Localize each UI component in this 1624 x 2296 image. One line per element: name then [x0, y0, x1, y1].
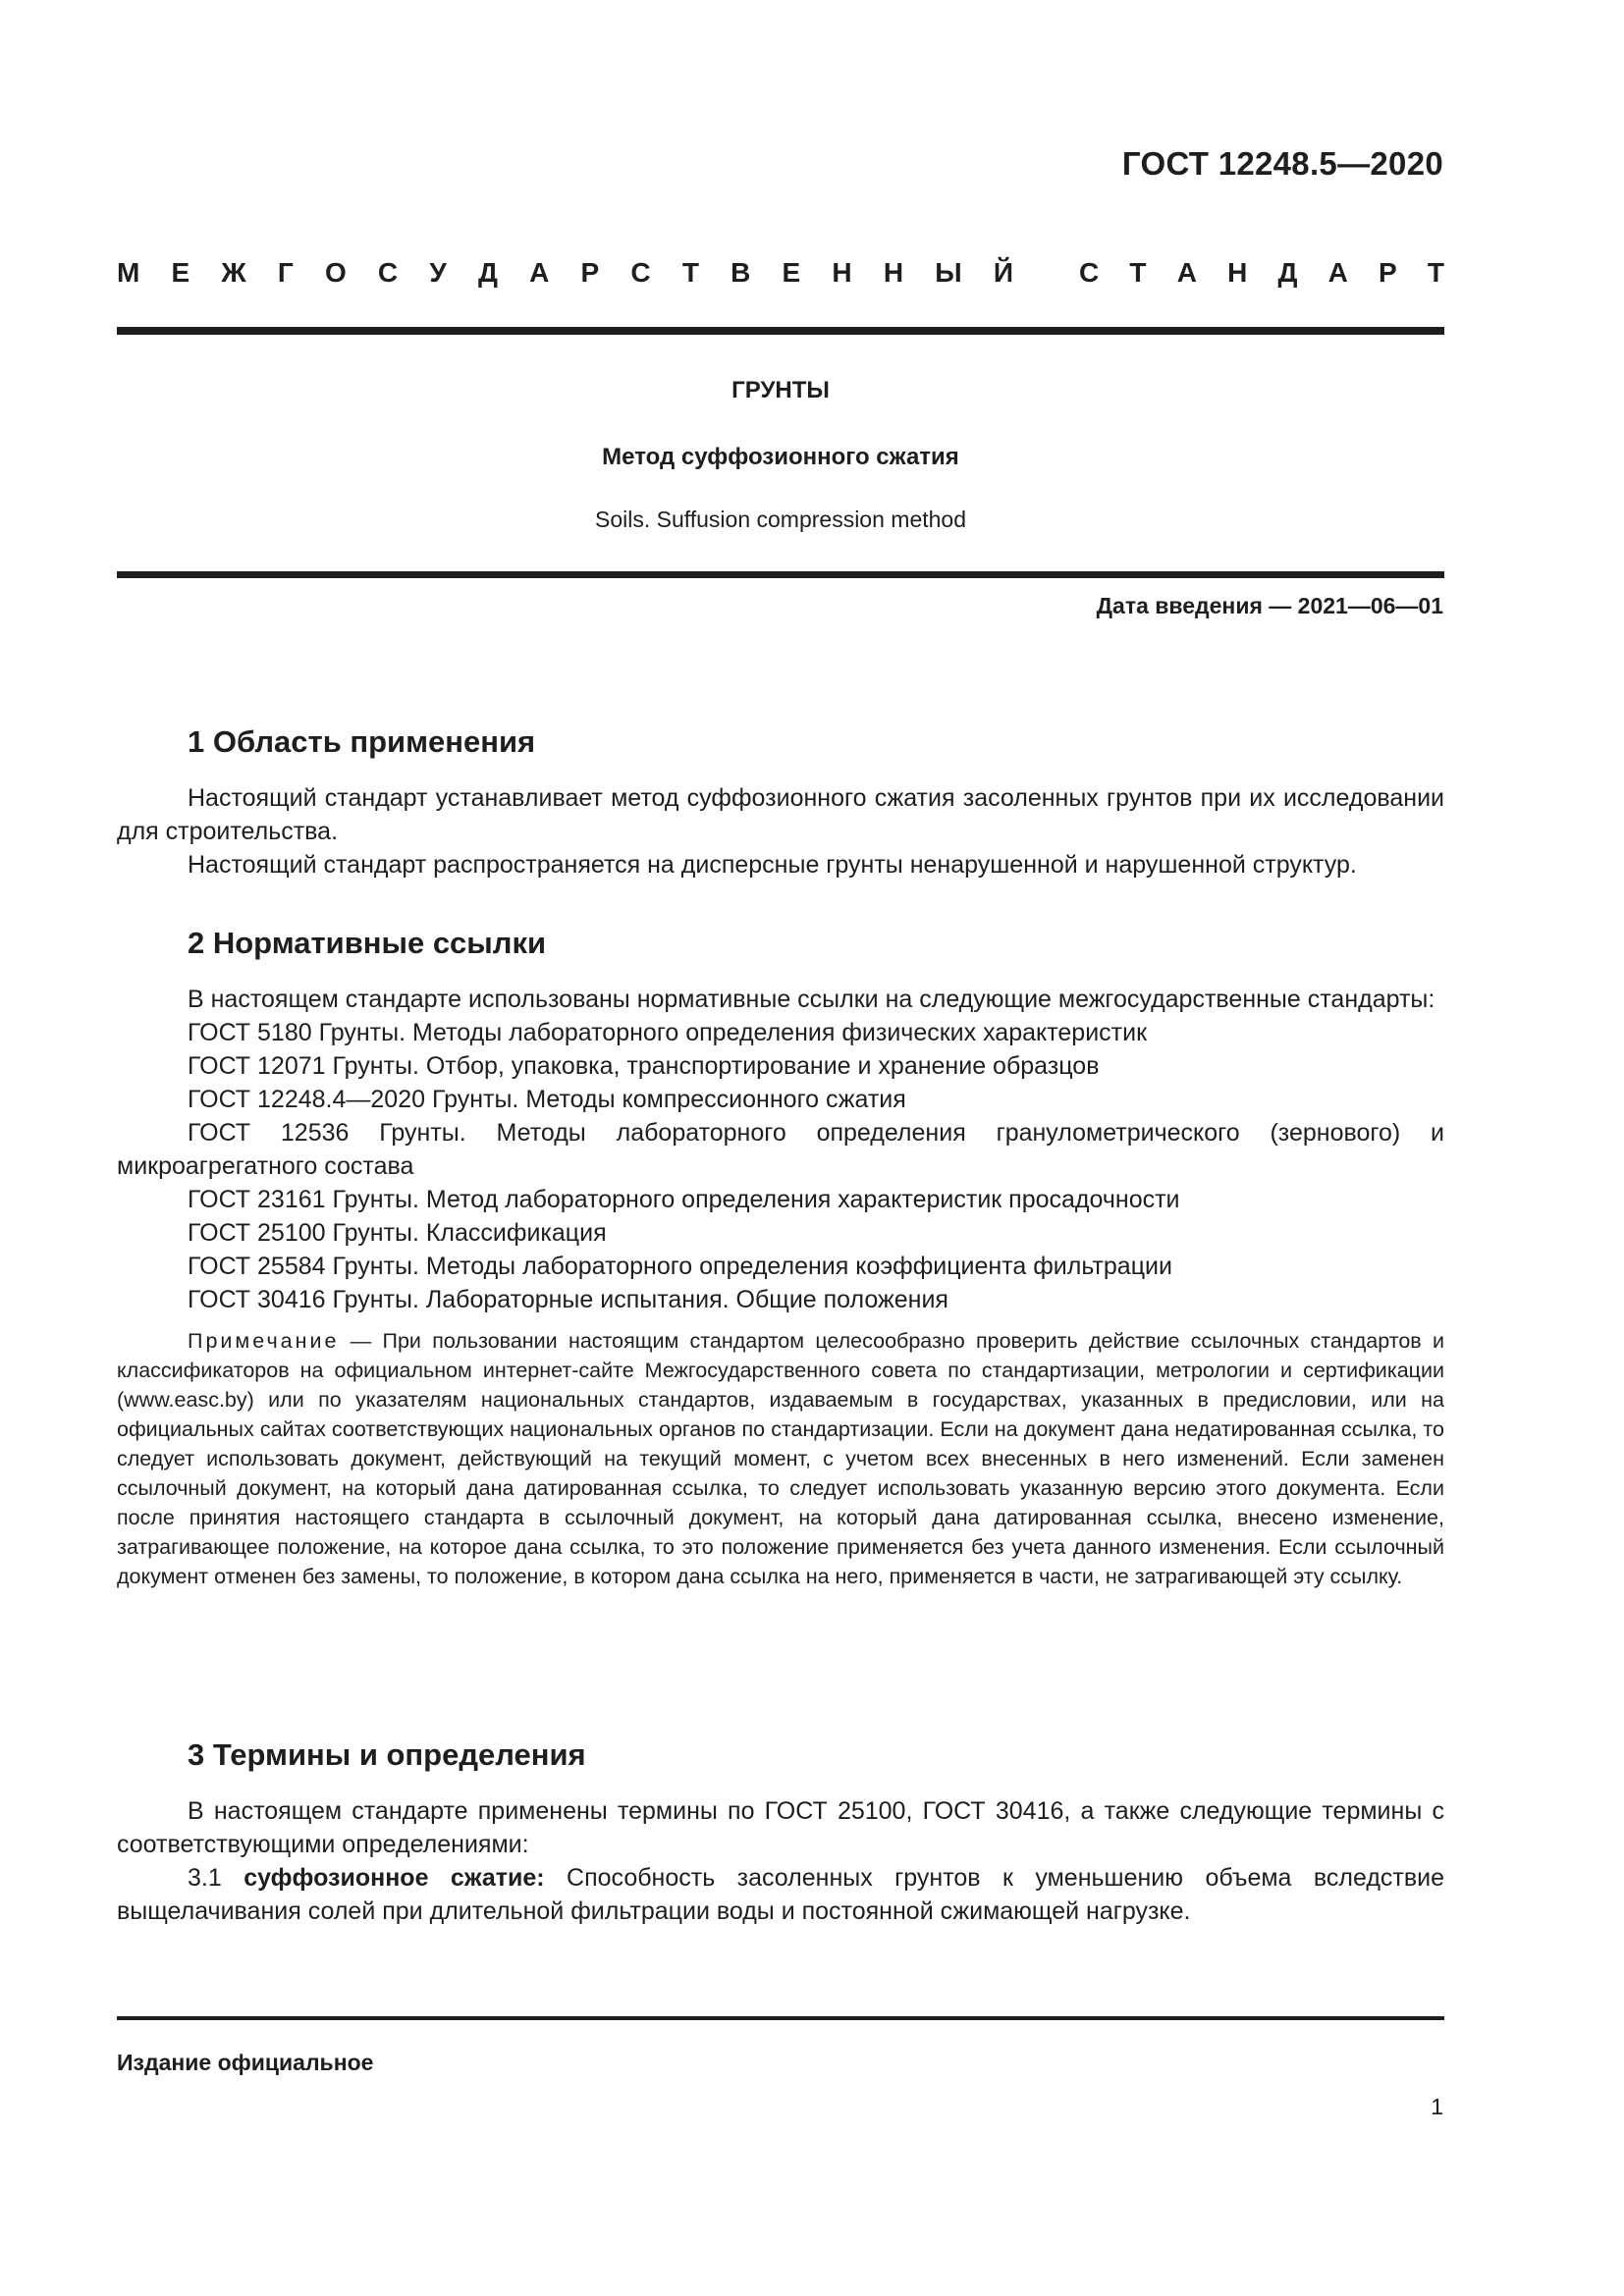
- section-1-heading: 1 Область применения: [188, 724, 536, 759]
- term-definition-3-1: [117, 1861, 1444, 1928]
- reference-item: ГОСТ 12248.4—2020 Грунты. Методы компрессионного сжатия: [188, 1086, 906, 1113]
- document-title: ГРУНТЫ: [731, 377, 830, 403]
- interstate-standard-banner: [117, 257, 1444, 289]
- term-name: суффозионное сжатие:: [244, 1864, 545, 1892]
- term-number: 3.1: [188, 1864, 244, 1892]
- banner-letter: Р: [580, 257, 600, 288]
- section-2: [117, 924, 1444, 1591]
- reference-item: ГОСТ 5180 Грунты. Методы лабораторного определения физических характеристик: [188, 1019, 1148, 1046]
- section-2-heading: 2 Нормативные ссылки: [188, 926, 547, 960]
- reference-item: ГОСТ 12536 Грунты. Методы лабораторного определения гранулометрического (зернового) и микроагрегатного состава: [117, 1119, 1444, 1180]
- note-paragraph: [117, 1326, 1444, 1591]
- banner-letter: У: [429, 257, 447, 288]
- banner-letter: Е: [782, 257, 801, 288]
- reference-item: ГОСТ 25584 Грунты. Методы лабораторного определения коэффициента фильтрации: [188, 1253, 1172, 1280]
- section-1-paragraph-2: Настоящий стандарт распространяется на дисперсные грунты ненарушенной и нарушенной структур.: [188, 851, 1357, 879]
- section-1-paragraph-1: Настоящий стандарт устанавливает метод суффозионного сжатия засоленных грунтов при их исследовании для строительства.: [117, 784, 1444, 845]
- document-subtitle: Метод суффозионного сжатия: [602, 444, 959, 470]
- banner-letter: Т: [1129, 257, 1147, 288]
- section-3-intro: В настоящем стандарте применены термины по ГОСТ 25100, ГОСТ 30416, а также следующие термины с соответствующими определениями:: [117, 1797, 1444, 1858]
- reference-item: ГОСТ 30416 Грунты. Лабораторные испытания. Общие положения: [188, 1286, 948, 1313]
- banner-word-interstate: [117, 257, 1013, 289]
- section-2-intro: В настоящем стандарте использованы нормативные ссылки на следующие межгосударственные стандарты:: [188, 986, 1435, 1013]
- banner-letter: О: [324, 257, 347, 288]
- reference-item: ГОСТ 25100 Грунты. Классификация: [188, 1219, 607, 1247]
- banner-letter: В: [731, 257, 751, 288]
- official-edition-label: Издание официальное: [117, 2050, 374, 2075]
- footer-divider: [117, 2016, 1444, 2020]
- banner-letter: С: [377, 257, 399, 288]
- banner-letter: М: [117, 257, 140, 288]
- standard-designation: ГОСТ 12248.5—2020: [1121, 145, 1443, 182]
- section-3: [117, 1735, 1444, 1928]
- banner-letter: Т: [681, 257, 699, 288]
- banner-letter: Р: [1379, 257, 1397, 288]
- note-label: Примечание: [188, 1329, 340, 1353]
- banner-word-standard: [1079, 257, 1444, 289]
- section-3-heading: 3 Термины и определения: [188, 1737, 586, 1772]
- banner-letter: Г: [277, 257, 294, 288]
- banner-letter: А: [1327, 257, 1348, 288]
- reference-item: ГОСТ 23161 Грунты. Метод лабораторного определения характеристик просадочности: [188, 1186, 1180, 1213]
- banner-letter: Н: [832, 257, 852, 288]
- banner-letter: Ы: [935, 257, 962, 288]
- document-title-english: Soils. Suffusion compression method: [595, 507, 966, 532]
- top-divider: [117, 327, 1444, 335]
- banner-letter: Н: [1227, 257, 1248, 288]
- banner-letter: С: [630, 257, 651, 288]
- page-number: 1: [1431, 2094, 1443, 2119]
- banner-letter: С: [1079, 257, 1100, 288]
- banner-letter: А: [1176, 257, 1197, 288]
- banner-letter: А: [529, 257, 550, 288]
- reference-item: ГОСТ 12071 Грунты. Отбор, упаковка, транспортирование и хранение образцов: [188, 1052, 1100, 1080]
- section-1: [117, 722, 1444, 881]
- banner-letter: Д: [1277, 257, 1298, 288]
- note-text: — При пользовании настоящим стандартом целесообразно проверить действие ссылочных стандартов и классификаторов на официальном интернет-сайте Межгосударственного совета по стандартизации, метрологии и сертификации (www.easc.by) или по указателям национальных стандартов, издаваемым в государствах, указанных в предисловии, или на официальных сайтах соответствующих национальных органов по стандартизации. Если на документ дана недатированная ссылка, то следует использовать документ, действующий на текущий момент, с учетом всех внесенных в него изменений. Если заменен ссылочный документ, на который дана датированная ссылка, то следует использовать указанную версию этого документа. Если после принятия настоящего стандарта в ссылочный документ, на который дана датированная ссылка, внесено изменение, затрагивающее положение, на которое дана ссылка, то это положение применяется без учета данного изменения. Если ссылочный документ отменен без замены, то положение, в котором дана ссылка на него, применяется в части, не затрагивающей эту ссылку.: [117, 1329, 1444, 1588]
- banner-letter: Д: [477, 257, 498, 288]
- term-definition: Способность засоленных грунтов к уменьшению объема вследствие выщелачивания солей при длительной фильтрации воды и постоянной сжимающей нагрузке.: [117, 1864, 1445, 1925]
- banner-letter: Е: [171, 257, 190, 288]
- title-divider: [117, 571, 1444, 578]
- banner-letter: Ж: [221, 257, 246, 288]
- banner-letter: Й: [993, 257, 1013, 288]
- introduction-date: Дата введения — 2021—06—01: [1096, 593, 1443, 618]
- banner-letter: Т: [1427, 257, 1444, 288]
- banner-letter: Н: [883, 257, 904, 288]
